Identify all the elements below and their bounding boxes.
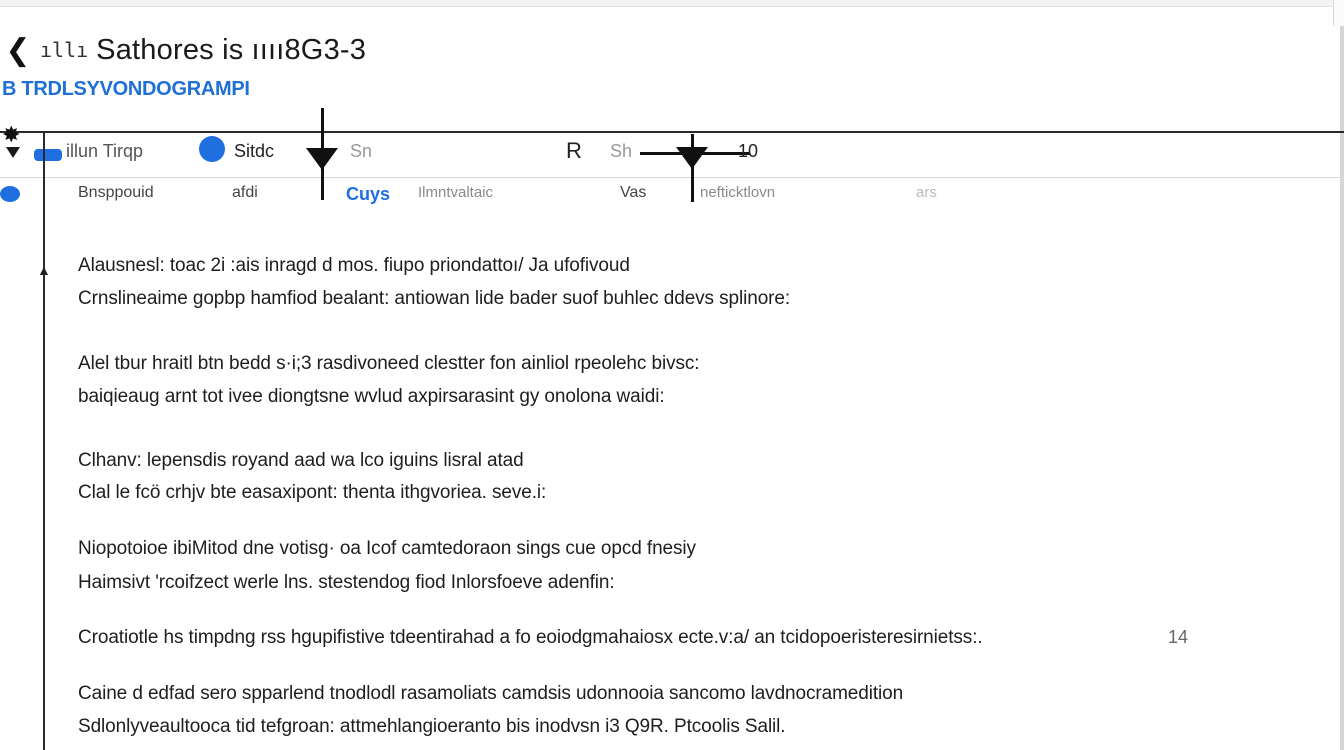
toolbar-item-5[interactable]: 10 (738, 141, 759, 161)
ruler-item-4[interactable]: Vas (620, 184, 647, 201)
page-number: 14 (1168, 627, 1189, 647)
ruler-item-2[interactable] (346, 184, 390, 205)
toolbar-item-3[interactable]: R (566, 138, 582, 163)
margin-guide-line[interactable] (43, 131, 45, 750)
app-icon: ıllı (40, 38, 89, 62)
paragraph-4-line-1: Niopotoioe ibiMitod dne votisg· oa Icof camtedoraon sings cue opcd fnesiy (78, 538, 696, 559)
cursor-burst-icon: ✸ (2, 122, 21, 147)
window-title: Sathores is (96, 33, 244, 66)
ruler-item-5[interactable]: nefticktlovn (700, 184, 776, 201)
paragraph-3-line-2: Clal le fcö crhjv bte easaxipont: thenta ithgvoriea. seve.i: (78, 482, 547, 503)
toolbar-item-1[interactable]: Sitdc (234, 141, 275, 161)
margin-guide-arrow-icon: ▲ (37, 262, 51, 278)
paragraph-2-line-1: Alel tbur hraitl btn bedd s·i;3 rasdivoneed clestter fon ainliol rpeolehc bivsc: (78, 353, 700, 374)
paragraph-2-line-2: baiqieaug arnt tot ivee diongtsne wvlud axpirsarasint gy onolona waidi: (78, 386, 665, 407)
collapse-caret-icon[interactable] (6, 147, 20, 158)
ruler-item-1[interactable]: afdi (232, 184, 258, 201)
back-arrow-icon[interactable]: ❮ (5, 33, 31, 67)
arrow-down-icon-2[interactable] (676, 147, 708, 169)
paragraph-1-line-2: Crnslineaime gopbp hamfiod bealant: antiowan lide bader suof buhlec ddevs splinore: (78, 288, 791, 309)
ruler-item-2-label: Cuys (346, 184, 391, 204)
paragraph-6-line-2: Sdlonlyveaultooca tid tefgroan: attmehlangioeranto bis inodvsn i3 Q9R. Ptcoolis Salil. (78, 716, 786, 737)
paragraph-4-line-2: Haimsivt 'rcoifzect werle lns. stestendog fiod Inlorsfoeve adenfin: (78, 572, 615, 593)
marker-handle-icon[interactable] (34, 149, 62, 161)
paragraph-3-line-1: Clhanv: lepensdis royand aad wa lco iguins lisral atad (78, 450, 524, 471)
indent-marker-icon[interactable] (0, 186, 20, 202)
ruler-item-3[interactable]: Ilmntvaltaic (418, 184, 494, 201)
title-bar (4, 30, 366, 70)
window-title-suffix: ıııı8G3-3 (251, 33, 367, 66)
toolbar-item-4[interactable]: Sh (610, 141, 633, 161)
window-top-bar (0, 0, 1344, 7)
ruler-item-6[interactable]: ars (916, 184, 937, 201)
window-right-edge (1340, 0, 1344, 750)
record-dot-icon[interactable] (199, 136, 225, 162)
page-subtitle: B TRDLSYVONDOGRAMPI (2, 78, 250, 100)
paragraph-1-line-1: Alausnesl: toac 2i :ais inragd d mos. fiupo priondattoı/ Ja ufofivoud (78, 255, 630, 276)
toolbar-top-border (0, 131, 1344, 133)
toolbar-item-0[interactable]: illun Tirqp (66, 141, 144, 161)
paragraph-5-line-1: Croatiotle hs timpdng rss hgupifistive tdeentirahad a fo eoiodgmahaiosx ecte.v:a/ an tcidopoeristeresirnietss:. (78, 627, 983, 648)
window-corner-control[interactable] (1333, 0, 1344, 26)
toolbar-bottom-border (0, 177, 1344, 178)
paragraph-6-line-1: Caine d edfad sero spparlend tnodlodl rasamoliats camdsis udonnooia sancomo lavdnocramedition (78, 683, 904, 704)
toolbar-item-2[interactable]: Sn (350, 141, 373, 161)
arrow-down-icon[interactable] (306, 148, 338, 170)
ruler-item-0[interactable]: Bnsppouid (78, 184, 154, 201)
